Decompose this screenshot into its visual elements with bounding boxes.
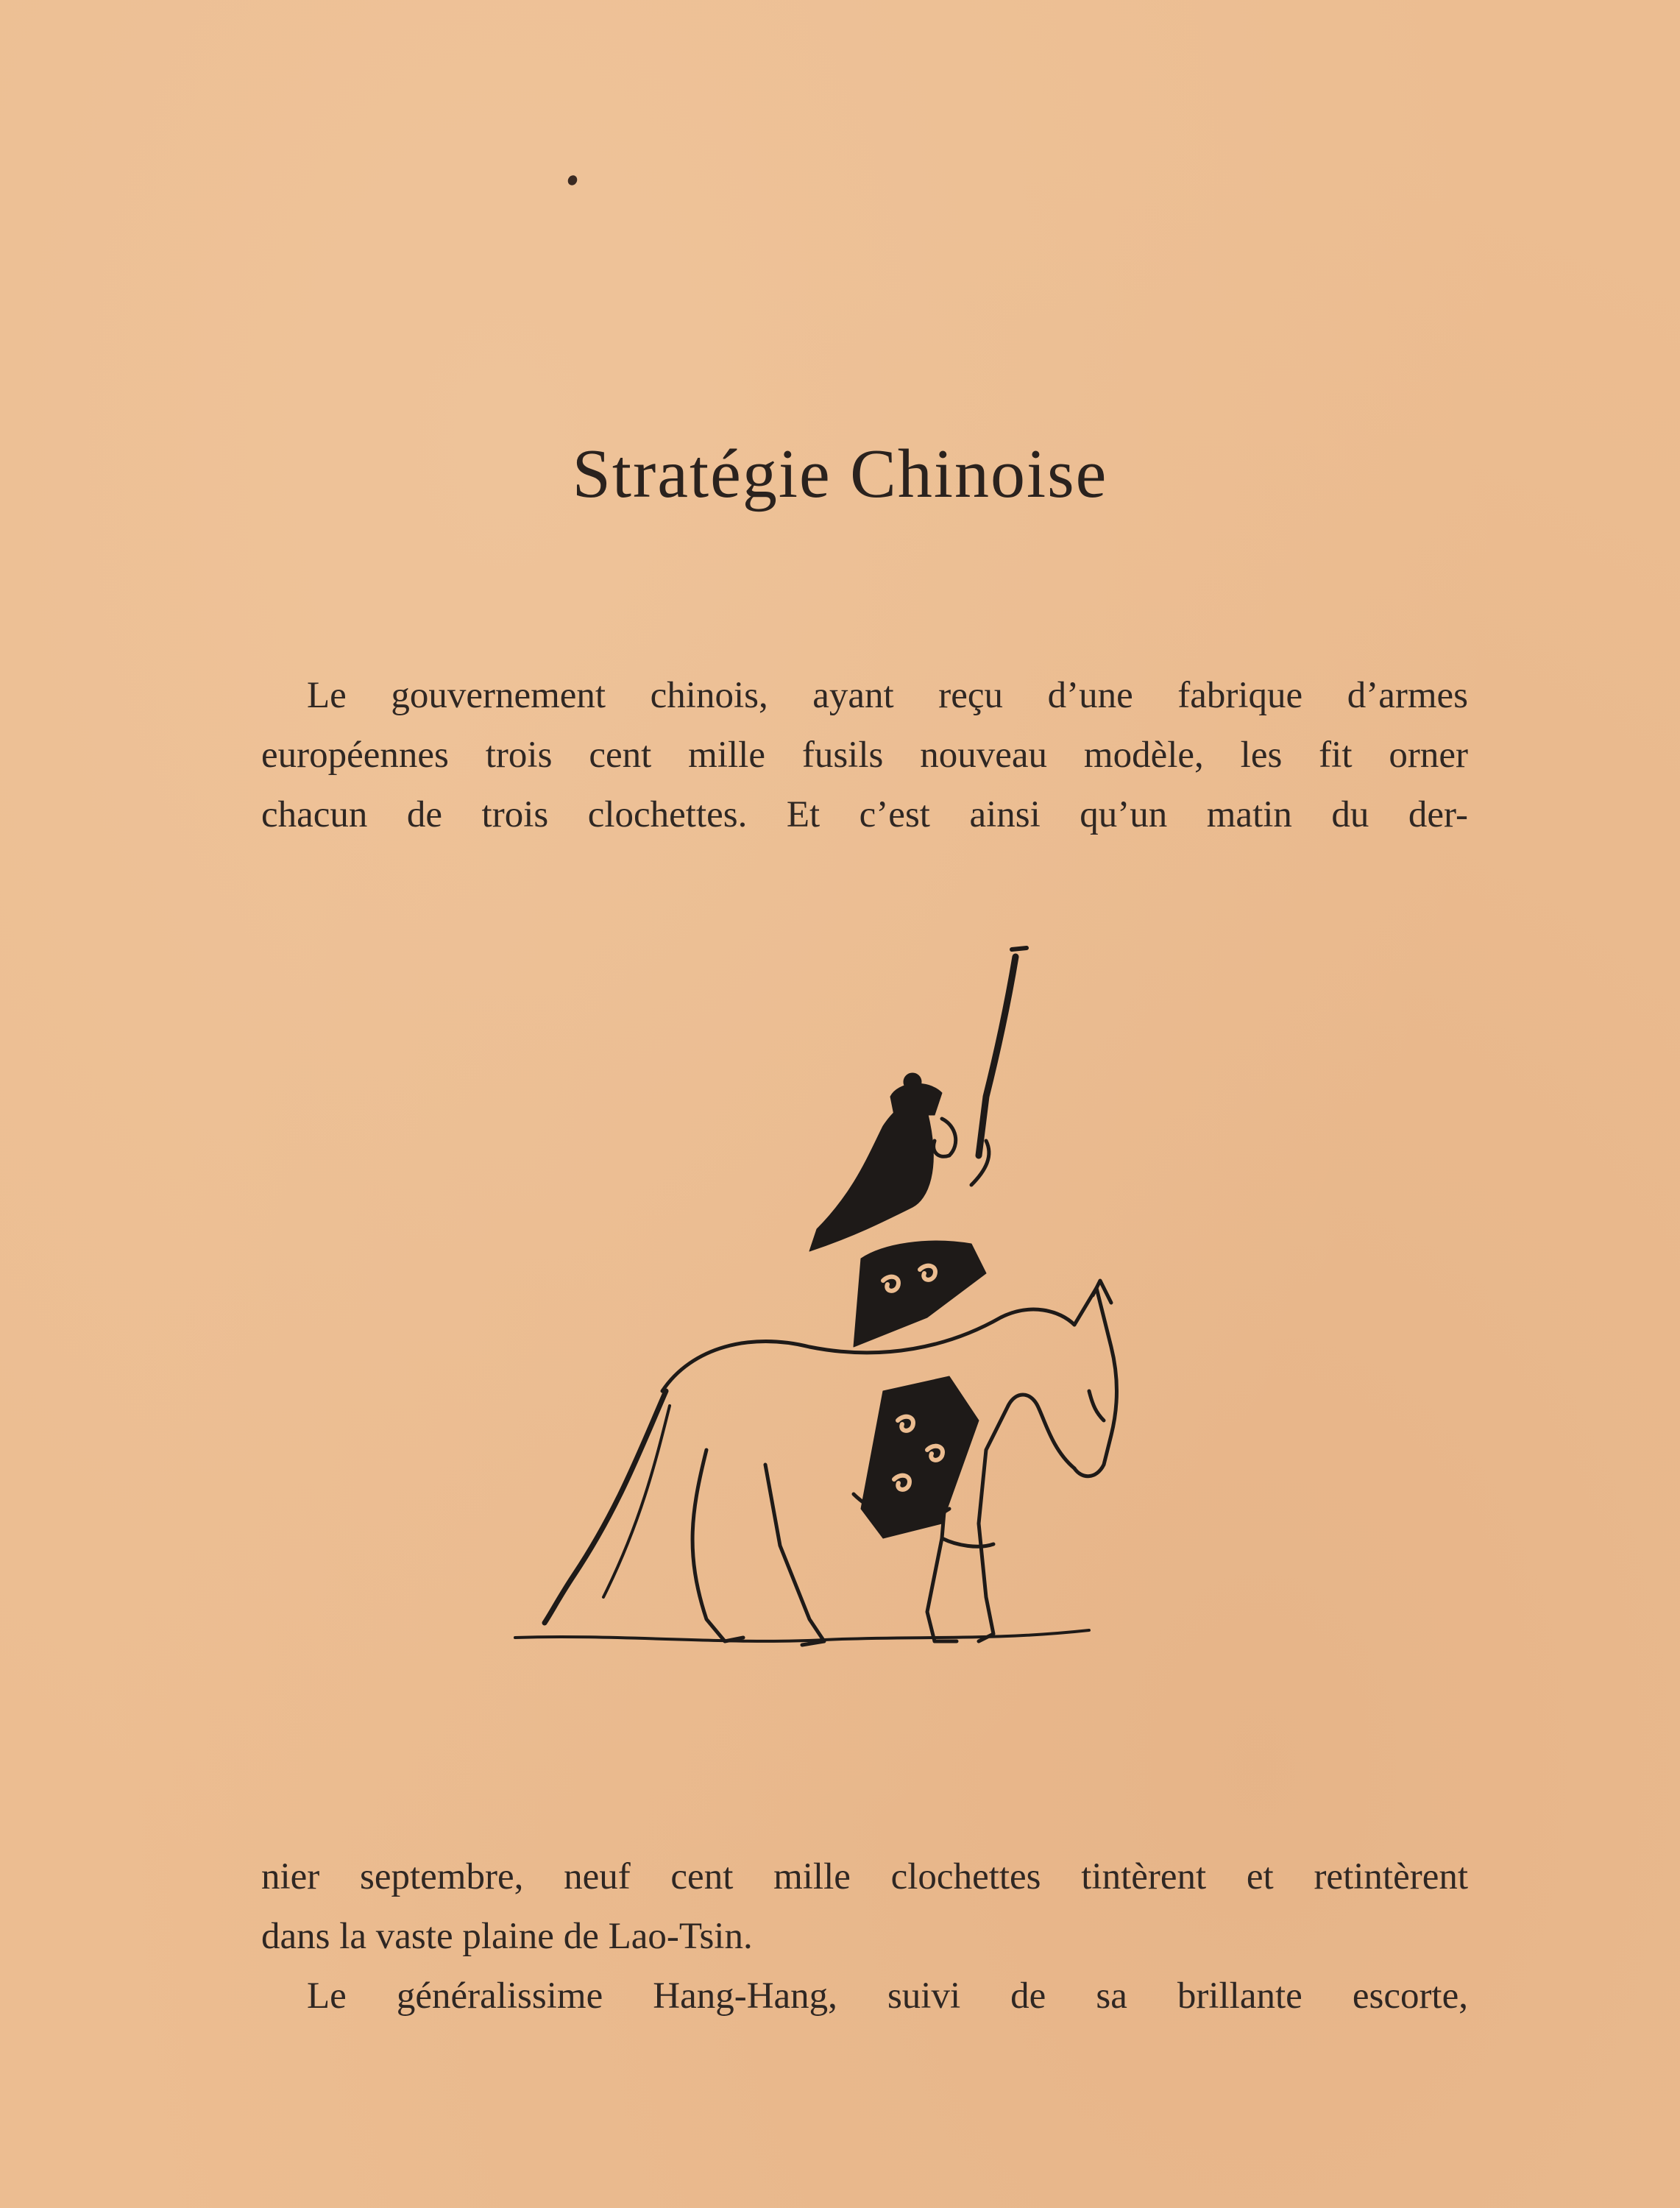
text-line: nier septembre, neuf cent mille clochettes tintèrent et retintèrent [261, 1856, 1468, 1897]
ink-speck [566, 174, 578, 187]
text-line: chacun de trois clochettes. Et c’est ainsi qu’un matin du der- [261, 794, 1468, 835]
paragraph-2 [261, 1847, 1468, 2026]
text-line: dans la vaste plaine de Lao-Tsin. [261, 1916, 753, 1957]
page-title: Stratégie Chinoise [572, 436, 1108, 512]
text-line: européennes trois cent mille fusils nouveau modèle, les fit orner [261, 735, 1468, 776]
text-line: Le généralissime Hang-Hang, suivi de sa brillante escorte, [307, 1975, 1468, 2017]
text-line: Le gouvernement chinois, ayant reçu d’une fabrique d’armes [307, 675, 1468, 716]
paragraph-1 [261, 666, 1468, 845]
horseman-with-sword-icon [471, 935, 1244, 1744]
